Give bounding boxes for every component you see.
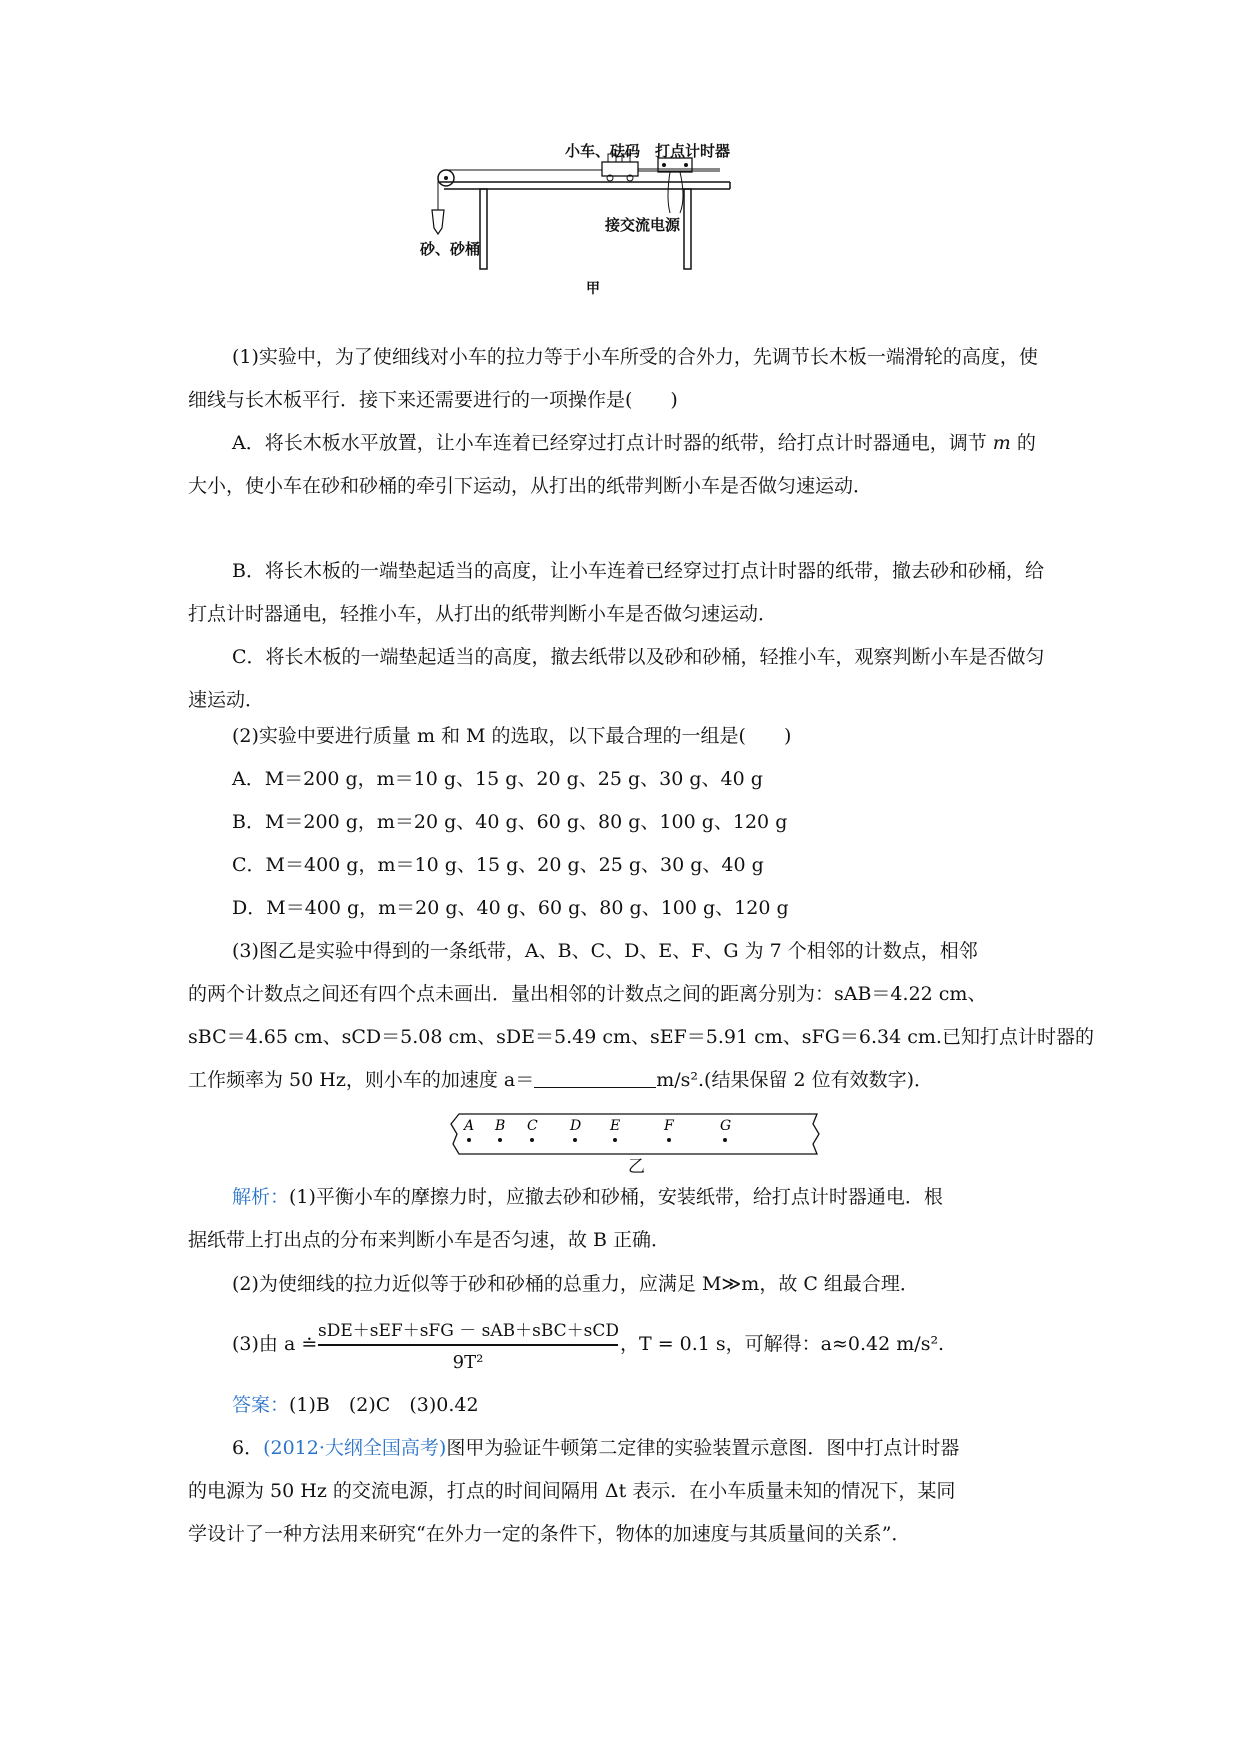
q3-line1: (3)图乙是实验中得到的一条纸带，A、B、C、D、E、F、G 为 7 个相邻的计数点，相邻 xyxy=(232,940,978,962)
tape-point-label-E: E xyxy=(610,1118,621,1134)
q6-line1-text: 图甲为验证牛顿第二定律的实验装置示意图．图中打点计时器 xyxy=(446,1437,960,1459)
tape-point-G xyxy=(723,1138,727,1142)
q6-line3: 学设计了一种方法用来研究“在外力一定的条件下，物体的加速度与其质量间的关系”． xyxy=(188,1523,911,1545)
q2-option-b: B．M＝200 g，m＝20 g、40 g、60 g、80 g、100 g、120 g xyxy=(232,811,788,833)
formula-numerator: sDE＋sEF＋sFG － sAB＋sBC＋sCD xyxy=(318,1321,619,1341)
tape-point-label-D: D xyxy=(570,1118,582,1134)
acceleration-formula xyxy=(318,1316,619,1373)
answer-label: 答案： xyxy=(232,1394,290,1416)
q6-number: 6． xyxy=(232,1437,264,1459)
q3-line4-pre: 工作频率为 50 Hz，则小车的加速度 a＝ xyxy=(188,1069,535,1091)
q2-option-a: A．M＝200 g，m＝10 g、15 g、20 g、25 g、30 g、40 g xyxy=(232,768,763,790)
q1-option-a xyxy=(188,422,1048,508)
label-sand-bucket: 砂、砂桶 xyxy=(420,240,481,258)
q2-option-d: D．M＝400 g，m＝20 g、40 g、60 g、80 g、100 g、120 g xyxy=(232,897,789,919)
tape-point-F xyxy=(667,1138,671,1142)
q6-line1 xyxy=(232,1433,959,1460)
q3-line3: sBC＝4.65 cm、sCD＝5.08 cm、sDE＝5.49 cm、sEF＝5.91 cm、sFG＝6.34 cm.已知打点计时器的 xyxy=(188,1026,1094,1048)
tape-point-label-C: C xyxy=(527,1118,538,1134)
q2-option-c: C．M＝400 g，m＝10 g、15 g、20 g、25 g、30 g、40 g xyxy=(232,854,764,876)
label-timer: 打点计时器 xyxy=(655,142,731,160)
q1-option-a-post: 的大小，使小车在砂和砂桶的牵引下运动，从打出的纸带判断小车是否做匀速运动． xyxy=(188,432,1036,497)
tape-point-label-G: G xyxy=(720,1118,732,1134)
answer-line xyxy=(232,1390,479,1417)
q2-stem: (2)实验中要进行质量 m 和 M 的选取，以下最合理的一组是( ) xyxy=(232,725,792,747)
var-m: m xyxy=(992,432,1011,454)
formula-denominator: 9T² xyxy=(452,1352,484,1373)
solution-p1b: 据纸带上打出点的分布来判断小车是否匀速，故 B 正确． xyxy=(188,1229,671,1251)
figure-caption: 甲 xyxy=(586,281,600,297)
q3-line2: 的两个计数点之间还有四个点未画出．量出相邻的计数点之间的距离分别为：sAB＝4.22 cm、 xyxy=(188,983,987,1005)
tape-point-E xyxy=(613,1138,617,1142)
tape-point-B xyxy=(498,1138,502,1142)
q3-line4 xyxy=(188,1065,933,1092)
paper-tape-figure xyxy=(447,1112,827,1156)
label-car-weights: 小车、砝码 xyxy=(565,142,641,160)
tape-points xyxy=(462,1118,731,1142)
solution-p1a-text: (1)平衡小车的摩擦力时，应撤去砂和砂桶，安装纸带，给打点计时器通电．根 xyxy=(289,1186,943,1208)
solution-p3-pre: (3)由 a ≐ xyxy=(232,1333,318,1355)
tape-point-label-F: F xyxy=(664,1118,674,1134)
apparatus-diagram xyxy=(430,138,850,338)
q1-option-b: B．将长木板的一端垫起适当的高度，让小车连着已经穿过打点计时器的纸带，撤去砂和砂桶，给打点计时器通电，轻推小车，从打出的纸带判断小车是否做匀速运动． xyxy=(188,560,1044,625)
tape-point-label-A: A xyxy=(464,1118,475,1134)
q1-option-c: C．将长木板的一端垫起适当的高度，撤去纸带以及砂和砂桶，轻推小车，观察判断小车是否做匀速运动． xyxy=(188,646,1045,711)
tape-point-A xyxy=(467,1138,471,1142)
fraction-bar xyxy=(318,1344,618,1346)
solution-label: 解析： xyxy=(232,1186,290,1208)
tape-caption: 乙 xyxy=(628,1157,645,1177)
label-power: 接交流电源 xyxy=(605,216,681,234)
tape-point-label-B: B xyxy=(495,1118,506,1134)
q3-line4-post: m/s².(结果保留 2 位有效数字)． xyxy=(656,1069,934,1091)
solution-p3-post: ，T = 0.1 s，可解得：a≈0.42 m/s². xyxy=(620,1333,945,1355)
tape-point-C xyxy=(530,1138,534,1142)
apparatus-figure xyxy=(420,138,850,338)
q6-line2: 的电源为 50 Hz 的交流电源，打点的时间间隔用 Δt 表示．在小车质量未知的情况下，某同 xyxy=(188,1480,956,1502)
solution-p1a xyxy=(232,1182,943,1209)
tape-point-D xyxy=(573,1138,577,1142)
solution-p2: (2)为使细线的拉力近似等于砂和砂桶的总重力，应满足 M≫m，故 C 组最合理． xyxy=(232,1273,919,1295)
q1-stem: (1)实验中，为了使细线对小车的拉力等于小车所受的合外力，先调节长木板一端滑轮的高度，使细线与长木板平行．接下来还需要进行的一项操作是( ) xyxy=(188,346,1038,411)
answer-text: (1)B (2)C (3)0.42 xyxy=(289,1394,479,1416)
q1-option-a-pre: A．将长木板水平放置，让小车连着已经穿过打点计时器的纸带，给打点计时器通电，调节 xyxy=(232,432,987,454)
answer-blank xyxy=(534,1069,656,1088)
q6-source: (2012·大纲全国高考) xyxy=(263,1437,447,1459)
